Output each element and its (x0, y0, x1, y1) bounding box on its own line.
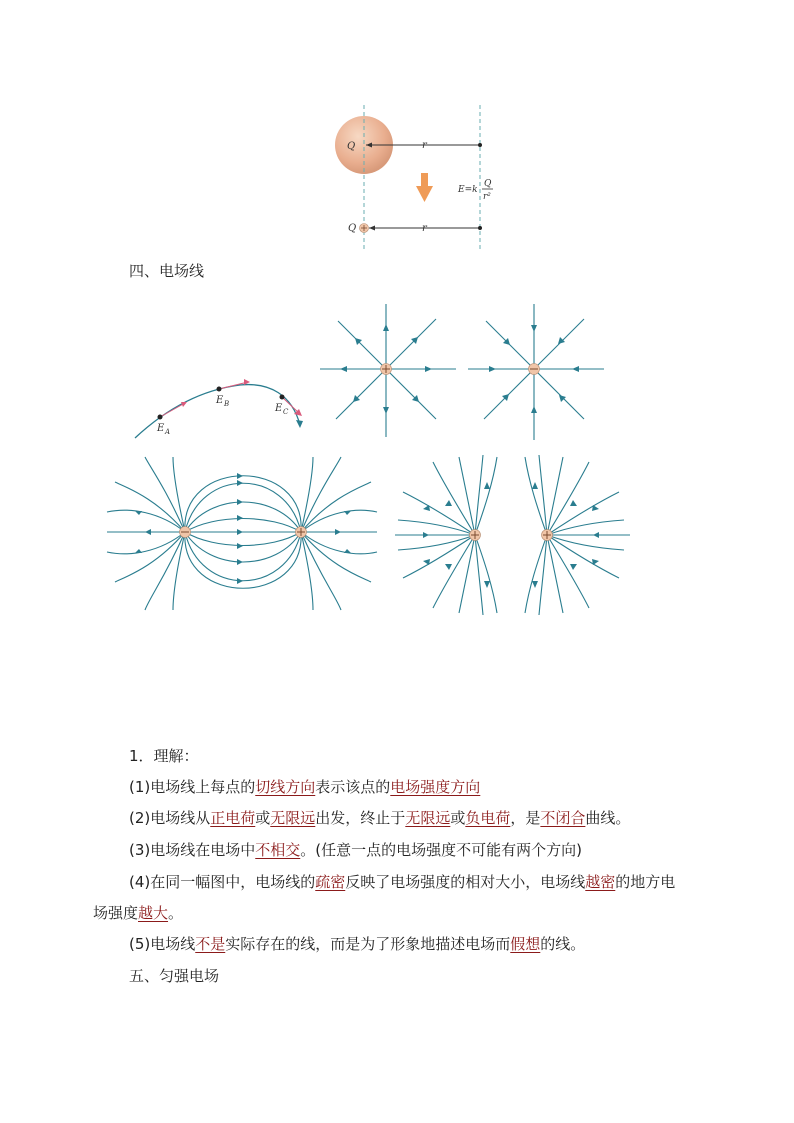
field-point-bottom (478, 226, 482, 230)
item-2-t3: 或 (450, 809, 466, 827)
item-4-line2-suffix: 。 (168, 904, 184, 922)
label-E-A-sub: A (165, 428, 171, 436)
item-5 (129, 934, 585, 954)
arrowhead-left-bottom (369, 226, 375, 231)
item-2-blank-2: 无限远 (270, 809, 316, 827)
section-heading-field-lines: 四、电场线 (129, 262, 205, 280)
label-r-top: r (422, 140, 427, 151)
item-5-t2: 的线。 (540, 935, 586, 953)
item-2-t4: ，是 (510, 809, 541, 827)
item-4-line-2 (93, 903, 183, 923)
down-arrow-shaft (421, 173, 428, 187)
item-4-blank-3: 越大 (138, 904, 169, 922)
item-4-blank-1: 疏密 (315, 873, 346, 891)
label-Q-bottom: Q (348, 223, 357, 234)
item-1 (129, 777, 480, 797)
item-2-blank-4: 负电荷 (465, 809, 511, 827)
like-charges-field-figure (393, 452, 633, 617)
item-3-blank-1: 不相交 (255, 841, 301, 859)
item-5-t1: 实际存在的线，而是为了形象地描述电场而 (225, 935, 511, 953)
item-2-t1: 或 (255, 809, 271, 827)
tangent-A (160, 403, 185, 417)
item-5-blank-2: 假想 (510, 935, 541, 953)
tangent-curve-figure (130, 370, 315, 445)
label-E-C: E (275, 403, 283, 414)
field-point-top (478, 143, 482, 147)
item-2-t5: 曲线。 (585, 809, 631, 827)
label-Q-top: Q (347, 141, 356, 152)
dipole-field-figure (105, 452, 380, 617)
item-2 (129, 808, 630, 828)
formula-denominator: r² (483, 192, 491, 202)
item-5-prefix: (5)电场线 (129, 935, 196, 953)
label-E-B: E (216, 395, 224, 406)
label-r-bottom: r (422, 223, 427, 234)
item-1-prefix: (1)电场线上每点的 (129, 778, 256, 796)
item-1-blank-1: 切线方向 (255, 778, 316, 796)
item-1-mid: 表示该点的 (315, 778, 391, 796)
item-4-t1: 反映了电场强度的相对大小，电场线 (345, 873, 586, 891)
item-3 (129, 840, 582, 860)
label-E-B-sub: B (224, 400, 230, 408)
curve-arrow (296, 420, 303, 428)
item-4-t2: 的地方电 (615, 873, 676, 891)
item-2-blank-1: 正电荷 (210, 809, 256, 827)
tangent-B (219, 382, 248, 389)
item-1-blank-2: 电场强度方向 (390, 778, 481, 796)
item-4-line-1 (129, 872, 675, 892)
item-4-prefix: (4)在同一幅图中，电场线的 (129, 873, 316, 891)
point-A (158, 415, 163, 420)
label-E-C-sub: C (283, 408, 289, 416)
item-4-blank-2: 越密 (585, 873, 616, 891)
point-C (280, 395, 285, 400)
item-2-blank-5: 不闭合 (540, 809, 586, 827)
item-4-line2-prefix: 场强度 (93, 904, 139, 922)
formula-E: E=k (458, 185, 478, 195)
item-5-blank-1: 不是 (195, 935, 226, 953)
item-2-t2: 出发，终止于 (315, 809, 406, 827)
label-E-A: E (157, 423, 165, 434)
point-charge-figure (320, 95, 520, 255)
section-heading-uniform-field: 五、匀强电场 (129, 967, 220, 985)
point-B (217, 387, 222, 392)
down-arrow-head (416, 186, 433, 202)
formula-numerator: Q (484, 179, 492, 189)
item-2-prefix: (2)电场线从 (129, 809, 211, 827)
negative-charge-field-figure (466, 302, 606, 442)
item-2-blank-3: 无限远 (405, 809, 451, 827)
item-3-prefix: (3)电场线在电场中 (129, 841, 256, 859)
understanding-title: 1．理解： (129, 747, 199, 765)
item-3-suffix: 。(任意一点的电场强度不可能有两个方向) (300, 841, 582, 859)
positive-charge-field-figure (318, 302, 458, 440)
